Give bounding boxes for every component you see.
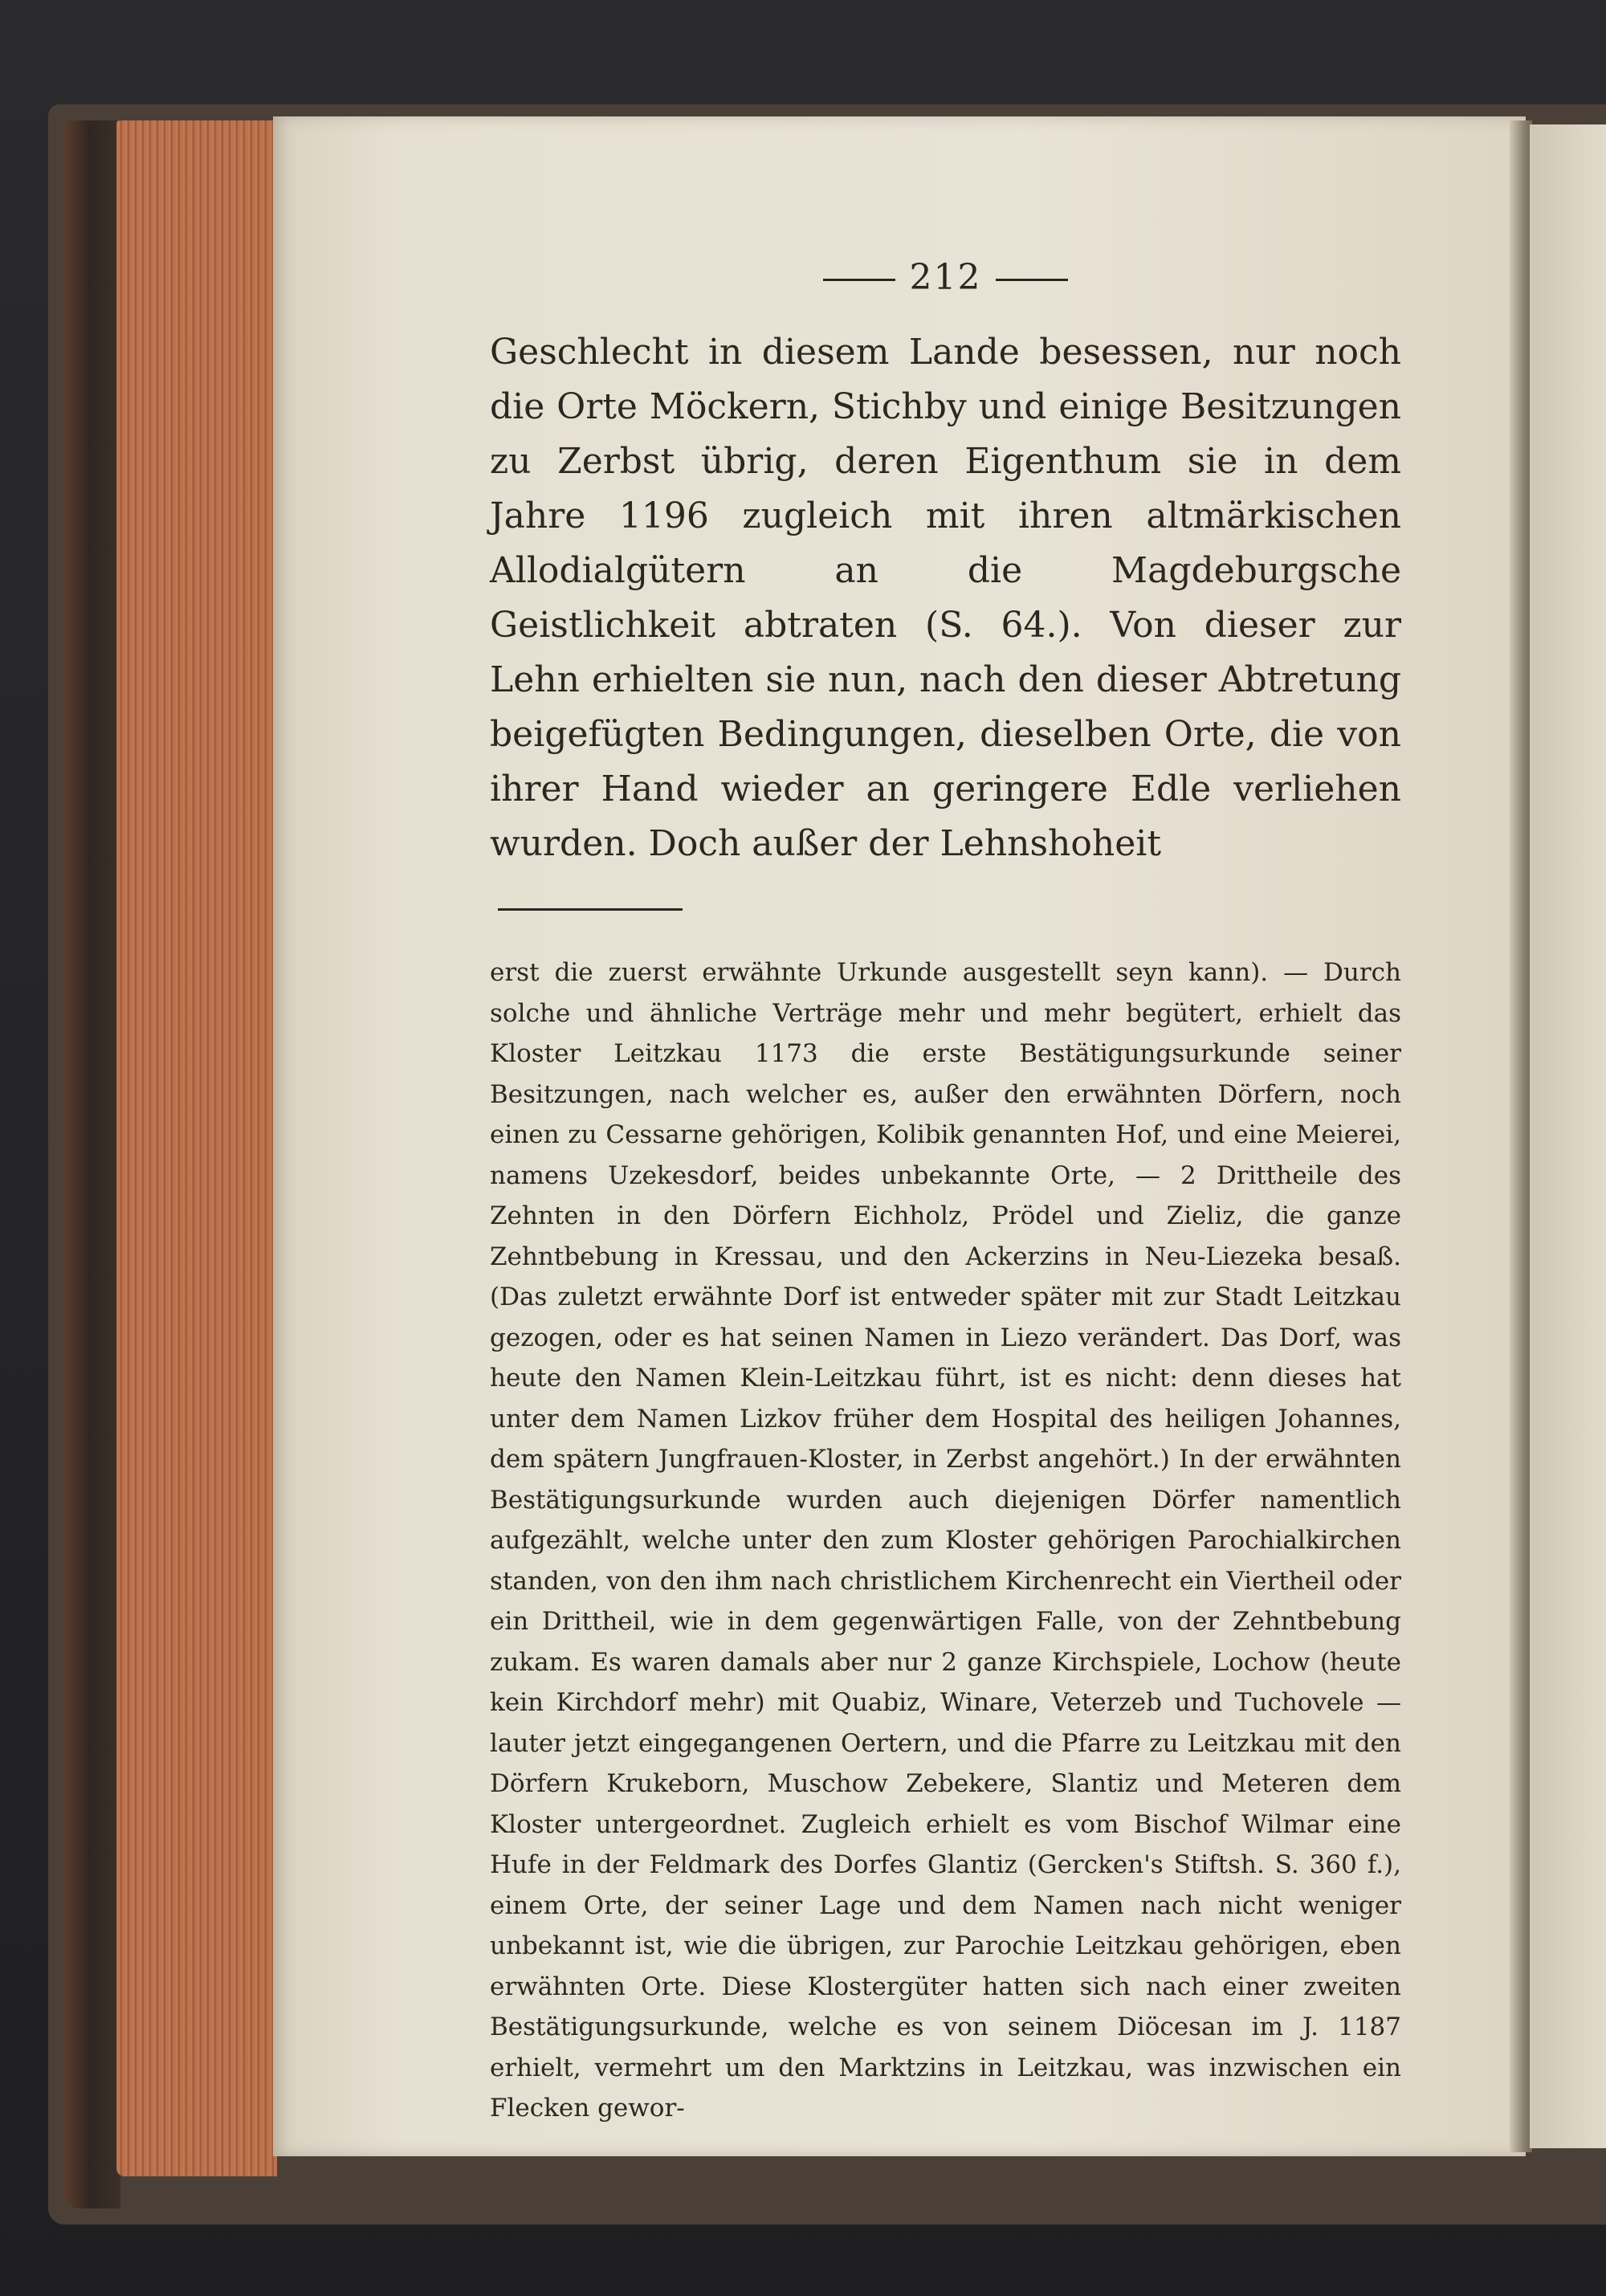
page-content bbox=[490, 257, 1401, 2129]
footnote bbox=[490, 952, 1401, 2129]
page-edges bbox=[116, 120, 277, 2176]
book-spine-edge bbox=[64, 120, 120, 2208]
page-number-line bbox=[490, 257, 1401, 298]
body-paragraph: Geschlecht in diesem Lande besessen, nur noch die Orte Möckern, Stichby und einige Besitzungen zu Zerbst übrig, deren Eigenthum sie in dem Jahre 1196 zugleich mit ihren altmärkischen Allodialgütern an die Magdeburgsche Geistlichkeit abtraten (S. 64.). Von dieser zur Lehn erhielten sie nun, nach den dieser Abtretung beigefügten Bedingungen, dieselben Orte, die von ihrer Hand wieder an geringere Edle verliehen wurden. Doch außer der Lehnshoheit bbox=[490, 332, 1401, 864]
left-dash bbox=[823, 279, 895, 281]
footnote-paragraph: erst die zuerst erwähnte Urkunde ausgestellt seyn kann). — Durch solche und ähnliche Verträge mehr und mehr begütert, erhielt das Kloster Leitzkau 1173 die erste Bestätigungsurkunde seiner Besitzungen, nach welcher es, außer den erwähnten Dörfern, noch einen zu Cessarne gehörigen, Kolibik genannten Hof, und eine Meierei, namens Uzekesdorf, beides unbekannte Orte, — 2 Drittheile des Zehnten in den Dörfern Eichholz, Prödel und Zieliz, die ganze Zehntbebung in Kressau, und den Ackerzins in Neu-Liezeka besaß. (Das zuletzt erwähnte Dorf ist entweder später mit zur Stadt Leitzkau gezogen, oder es hat seinen Namen in Liezo verändert. Das Dorf, was heute den Namen Klein-Leitzkau führt, ist es nicht: denn dieses hat unter dem Namen Lizkov früher dem Hospital des heiligen Johannes, dem spätern Jungfrauen-Kloster, in Zerbst angehört.) In der erwähnten Bestätigungsurkunde wurden auch diejenigen Dörfer namentlich aufgezählt, welche unter den zum Kloster gehörigen Parochialkirchen standen, von den ihm nach christlichem Kirchenrecht ein Viertheil oder ein Drittheil, wie in dem gegenwärtigen Falle, von der Zehntbebung zukam. Es waren damals aber nur 2 ganze Kirchspiele, Lochow (heute kein Kirchdorf mehr) mit Quabiz, Winare, Veterzeb und Tuchovele — lauter jetzt eingegangenen Oertern, und die Pfarre zu Leitzkau mit den Dörfern Krukeborn, Muschow Zebekere, Slantiz und Meteren dem Kloster untergeordnet. Zugleich erhielt es vom Bischof Wilmar eine Hufe in der Feldmark des Dorfes Glantiz (Gercken's Stiftsh. S. 360 f.), einem Orte, der seiner Lage und dem Namen nach nicht weniger unbekannt ist, wie die übrigen, zur Parochie Leitzkau gehörigen, eben erwähnten Orte. Diese Klostergüter hatten sich nach einer zweiten Bestätigungsurkunde, welche es von seinem Diöcesan im J. 1187 erhielt, vermehrt um den Marktzins in Leitzkau, was inzwischen ein Flecken gewor- bbox=[490, 958, 1401, 2123]
page-gutter bbox=[1510, 120, 1532, 2152]
page-number: 212 bbox=[909, 257, 982, 298]
main-text bbox=[490, 325, 1401, 871]
footnote-rule bbox=[498, 908, 683, 911]
right-dash bbox=[996, 279, 1068, 281]
facing-page-edge bbox=[1530, 124, 1606, 2148]
